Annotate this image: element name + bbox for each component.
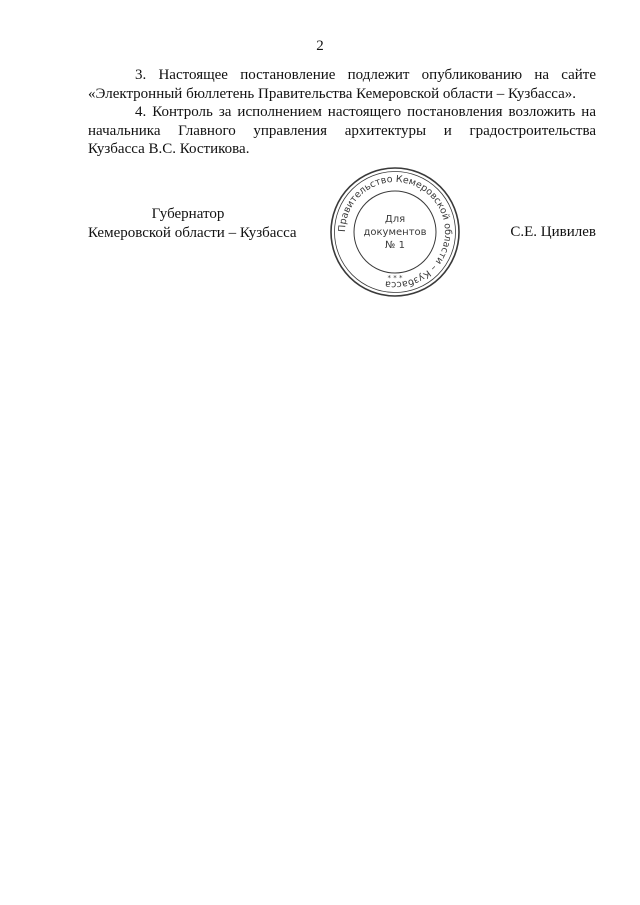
paragraph-line: «Электронный бюллетень Правительства Кемеровской области – Кузбасса». xyxy=(88,85,576,102)
signature-position: Губернатор xyxy=(151,206,225,222)
paragraph-publication xyxy=(88,66,596,103)
paragraph-line: 4. Контроль за исполнением настоящего постановления возложить на xyxy=(135,104,596,120)
paragraph-line: Кузбасса В.С. Костикова. xyxy=(88,141,250,157)
seal-ring-text: Правительство Кемеровской области – Кузбасса xyxy=(336,173,454,291)
seal-center-line-3: № 1 xyxy=(385,240,405,251)
seal-center-line-2: документов xyxy=(363,227,427,238)
page-number: 2 xyxy=(316,38,324,54)
paragraph-control xyxy=(88,103,596,159)
paragraph-line: начальника Главного управления архитектуры и градостроительства xyxy=(88,122,596,139)
paragraph-line: 3. Настоящее постановление подлежит опубликованию на сайте xyxy=(135,67,596,83)
signature-name: С.Е. Цивилев xyxy=(510,224,596,240)
seal-center-line-1: Для xyxy=(384,214,406,225)
signature-title xyxy=(88,205,297,242)
official-seal-stamp xyxy=(327,164,463,300)
seal-stars: * * * xyxy=(387,274,403,282)
document-body xyxy=(88,66,596,159)
signature-region: Кемеровской области – Кузбасса xyxy=(88,224,297,241)
